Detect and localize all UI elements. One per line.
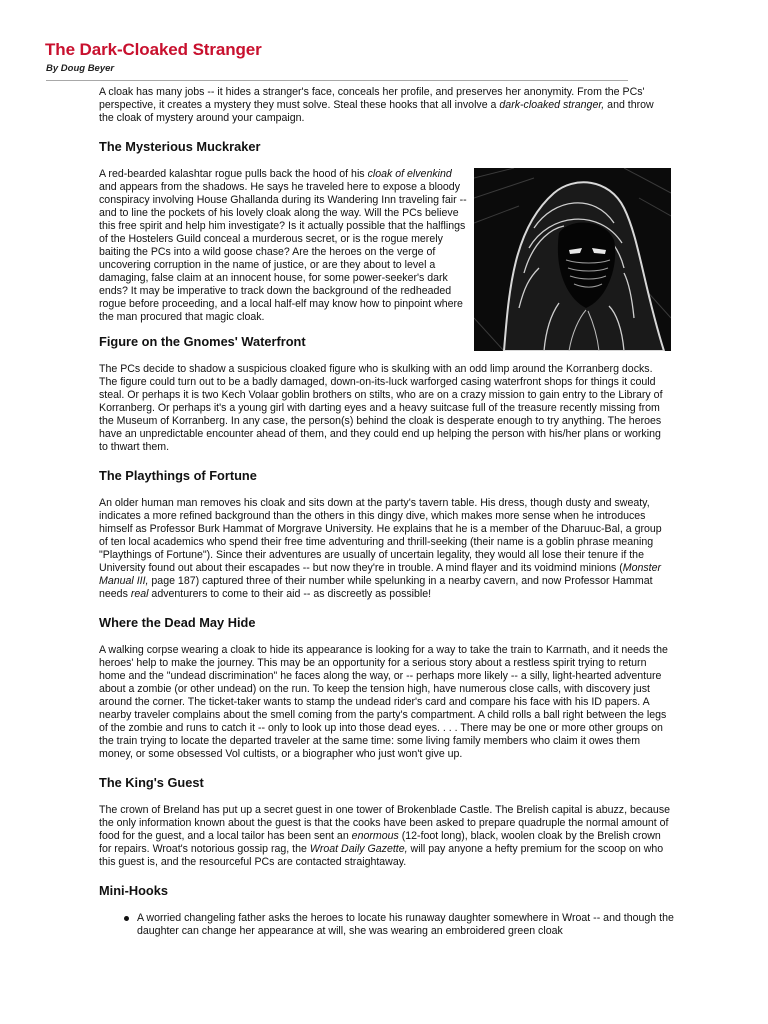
italic-run: cloak of elvenkind — [367, 168, 452, 180]
article-title: The Dark-Cloaked Stranger — [45, 40, 262, 59]
list-item — [99, 912, 709, 938]
text-run: and appears from the shadows. He says he traveled here to expose a bloody conspiracy involving House Ghallanda during its Wandering Inn traveling fair -- and to line the pockets of his lovely cloak along the way. Will the PCs believe this free spirit and help him investigate? Is it actually possible that the halflings of the Hostelers Guild conceal a murderous secret, or is the rogue merely baiting the PCs into a wild goose chase? Are the heroes on the verge of uncovering corruption in the name of justice, or are they about to level a damaging, false claim at an innocent house, for some power-seeker's dark ends? It may be imperative to track down the background of the redheaded rogue before proceeding, and a local half-elf may know how to pinpoint where the man procured that magic cloak. — [99, 181, 467, 323]
article-byline: By Doug Beyer — [46, 63, 115, 74]
section-heading-waterfront: Figure on the Gnomes' Waterfront — [99, 334, 306, 349]
text-run: and throw the cloak of mystery around your campaign. — [99, 99, 654, 124]
italic-run: Wroat Daily Gazette, — [309, 843, 408, 855]
italic-run: dark-cloaked stranger, — [499, 99, 605, 111]
section-heading-dead: Where the Dead May Hide — [99, 615, 256, 630]
text-run: The PCs decide to shadow a suspicious cloaked figure who is skulking with an odd limp around the Korranberg docks. The figure could turn out to be a badly damaged, down-on-its-luck warforged casing waterfront shops for things it could steal. Or perhaps it is two Kech Volaar goblin brothers on stilts, who are on a crazy mission to gain entry to the Library of Korranberg. Or perhaps it's a young girl with darting eyes and a heavy suitcase full of the treasure recently missing from the Museum of Korranberg. In any case, the person(s) behind the cloak is desperate enough to try anything. The heroes have an unpredictable encounter ahead of them, and they could end up helping the person with his/her plans or working to thwart them. — [99, 363, 663, 453]
text-run: A red-bearded kalashtar rogue pulls back the hood of his — [99, 168, 368, 180]
intro-paragraph — [99, 86, 671, 125]
section-heading-kings-guest: The King's Guest — [99, 775, 204, 790]
mini-hook-text: A worried changeling father asks the heroes to locate his runaway daughter somewhere in Wroat -- and though the daughter can change her appearance at will, she was wearing an embroidered green cloak — [137, 912, 674, 937]
section-body-waterfront — [99, 363, 671, 454]
italic-run: enormous — [351, 830, 399, 842]
section-body-dead — [99, 644, 671, 761]
text-run: adventurers to come to their aid -- as discreetly as possible! — [148, 588, 432, 600]
title-divider — [46, 80, 628, 81]
text-run: will pay anyone a hefty premium for the scoop on who this guest is, and the resourceful PCs are contacted straightaway. — [99, 843, 664, 868]
text-run: A walking corpse wearing a cloak to hide its appearance is looking for a way to take the train to Karrnath, and it needs the heroes' help to make the journey. This may be an opportunity for a serious story about a restless spirit trying to return home and the "undead discrimination" he faces along the way, or -- perhaps more likely -- a silly, light-hearted adventure about a zombie (or other undead) on the run. To keep the tension high, have numerous close calls, with discovery just around the corner. The ticket-taker wants to stamp the undead rider's card and compare his face with his ID papers. A nearby traveler complains about the smell coming from the party's compartment. A child rolls a ball right between the legs of the zombie and runs to catch it -- only to look up into those dead eyes. . . . There may be one or more other groups on the train trying to locate the departed traveler at the same time: some living family members who claim it owes them money, or some obsessed Vol cultists, or a biographer who just won't give up. — [99, 644, 668, 760]
text-run: page 187) captured three of their number while spelunking in a nearby cavern, and now Professor Hammat needs — [99, 575, 653, 600]
text-run: A cloak has many jobs -- it hides a stranger's face, conceals her profile, and preserves her anonymity. From the PCs' perspective, it creates a mystery they must solve. Steal these hooks that all involve a — [99, 86, 645, 111]
section-heading-mini-hooks: Mini-Hooks — [99, 883, 168, 898]
section-body-playthings — [99, 497, 671, 601]
section-body-kings-guest — [99, 804, 671, 869]
section-heading-playthings: The Playthings of Fortune — [99, 468, 257, 483]
bullet-icon — [124, 916, 129, 921]
article-body — [99, 86, 674, 938]
hooded-figure-icon — [474, 168, 671, 351]
text-run: (12-foot long), black, woolen cloak by the Brelish crown for repairs. Wroat's notorious gossip rag, the — [99, 830, 661, 855]
hooded-figure-illustration — [474, 168, 671, 351]
section-heading-muckraker: The Mysterious Muckraker — [99, 139, 261, 154]
text-run: The crown of Breland has put up a secret guest in one tower of Brokenblade Castle. The Brelish capital is abuzz, because the only information known about the guest is that the cooks have been asked to prepare quadruple the normal amount of food for the guest, and a local tailor has been sent an — [99, 804, 671, 842]
text-run: An older human man removes his cloak and sits down at the party's tavern table. His dress, though dusty and sweaty, indicates a more refined background than the others in this dingy dive, which makes more sense when he introduces himself as Professor Burk Hammat of Morgrave University. He explains that he is a member of the Dharuuc-Bal, a group of ten local academics who spend their free time adventuring and thrill-seeking (their name is a goblin phrase meaning "Playthings of Fortune"). Since their adventures are usually of uncertain legality, they would all lose their tenure if the University found out about their escapades -- but now they're in trouble. A mind flayer and its voidmind minions ( — [99, 497, 662, 574]
italic-run: Monster Manual III, — [99, 562, 662, 587]
italic-run: real — [130, 588, 149, 600]
mini-hooks-list — [61, 912, 709, 938]
